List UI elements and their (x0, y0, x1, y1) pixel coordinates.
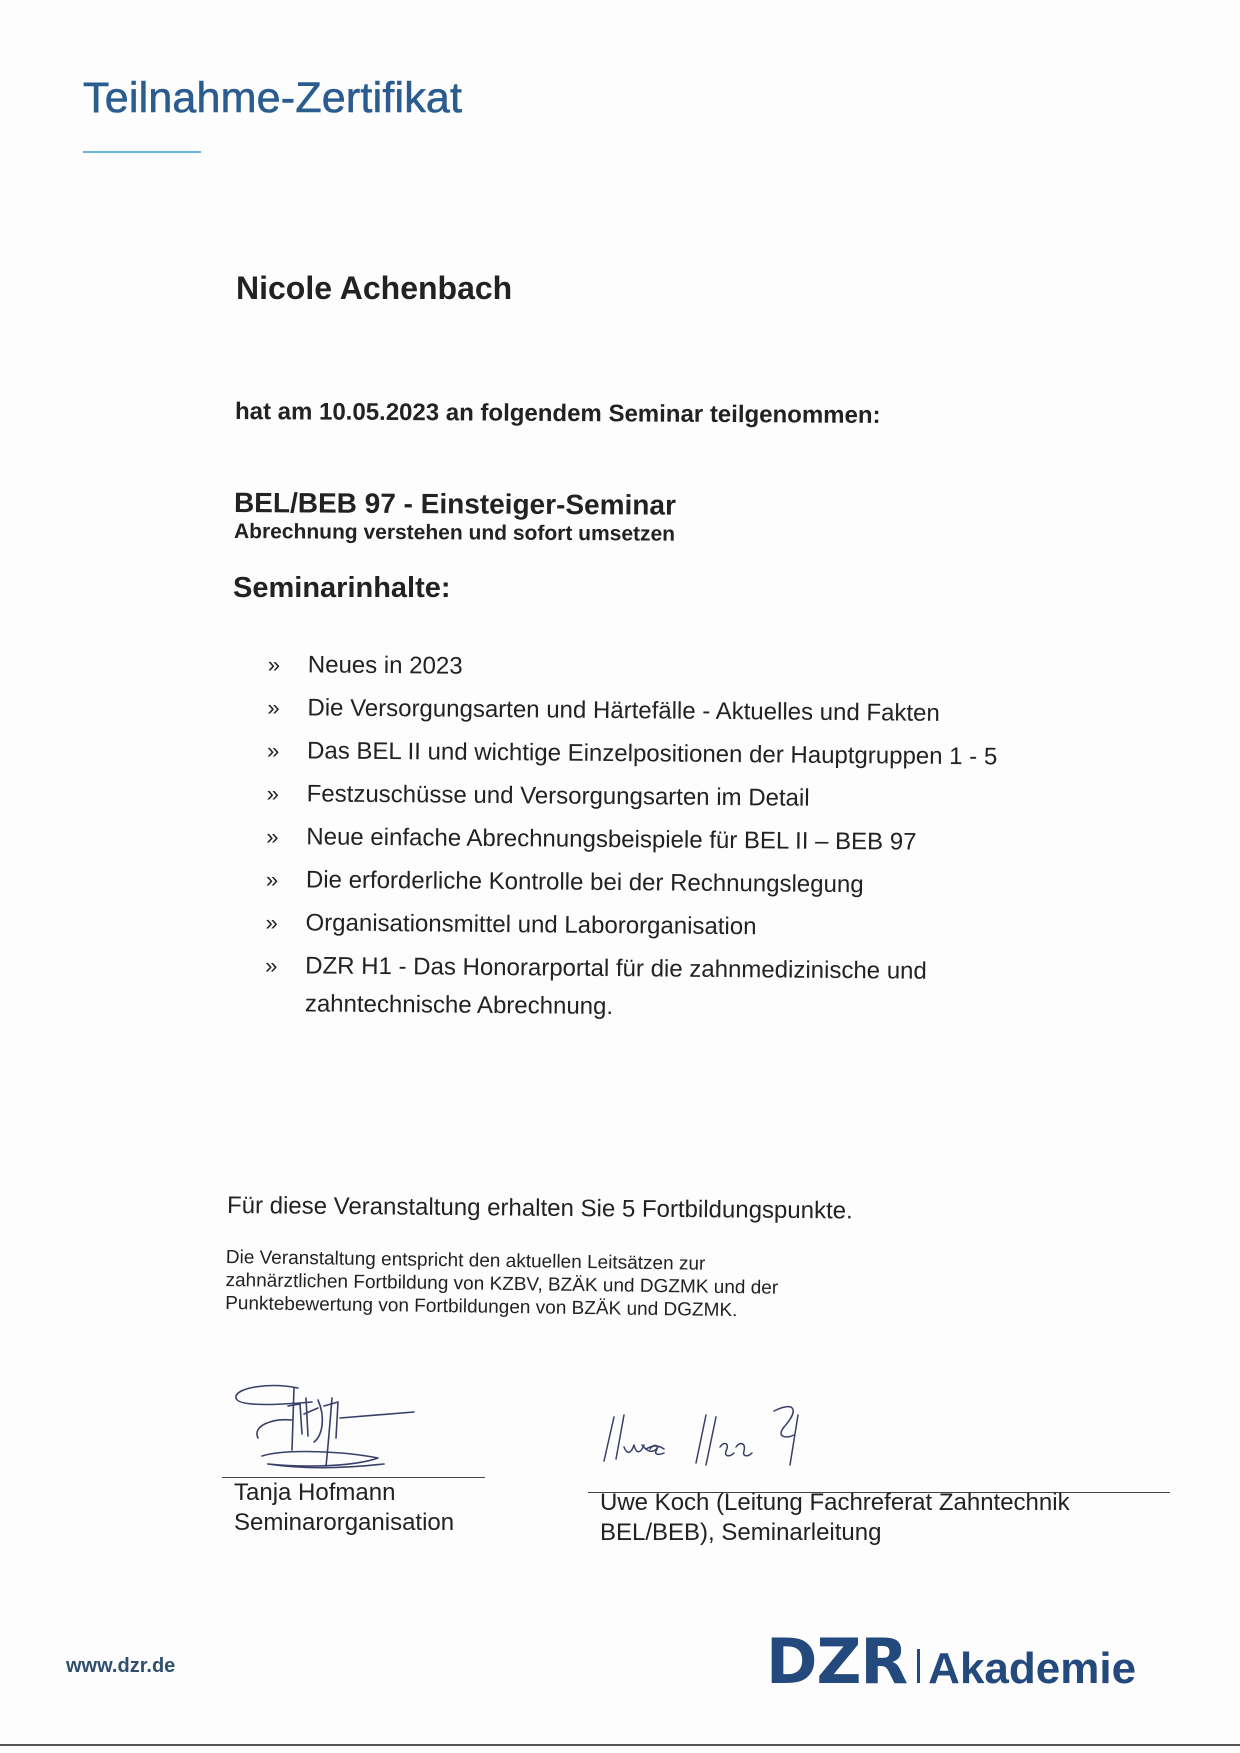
points-statement: Für diese Veranstaltung erhalten Sie 5 Fortbildungspunkte. (226, 1192, 853, 1225)
logo-separator (917, 1649, 920, 1683)
list-item-text: DZR H1 - Das Honorarportal für die zahnmedizinische und (305, 952, 927, 985)
bullet-icon: » (266, 823, 279, 850)
contents-heading: Seminarinhalte: (233, 572, 451, 604)
signature-script-text: Uwe Koch (598, 1393, 603, 1394)
signatory-left (234, 1478, 454, 1538)
seminar-title: BEL/BEB 97 - Einsteiger-Seminar (233, 487, 676, 521)
seminar-subtitle: Abrechnung verstehen und sofort umsetzen (233, 520, 676, 546)
logo-akademie-text: Akademie (928, 1644, 1137, 1693)
bullet-icon: » (267, 694, 280, 721)
list-item (267, 689, 1087, 734)
logo-dzr-text: DZR (766, 1625, 908, 1698)
certificate-title: Teilnahme-Zertifikat (83, 74, 463, 122)
accreditation-note (225, 1246, 926, 1325)
participation-intro: hat am 10.05.2023 an folgendem Seminar teilgenommen: (234, 398, 881, 429)
signatory-name: Uwe Koch (Leitung Fachreferat Zahntechnik (600, 1489, 1070, 1516)
list-item-text: Organisationsmittel und Labororganisation (305, 909, 757, 941)
bullet-icon: » (265, 952, 278, 979)
dzr-akademie-logo (766, 1625, 1136, 1698)
bullet-icon: » (267, 651, 281, 678)
list-item-text-continued: zahntechnische Abrechnung. (304, 990, 614, 1021)
list-item (267, 775, 1087, 820)
list-item (267, 732, 1087, 777)
note-line: zahnärztlichen Fortbildung von KZBV, BZÄK und DGZMK und der (225, 1269, 779, 1299)
participant-name: Nicole Achenbach (236, 270, 513, 306)
footer-url: www.dzr.de (66, 1655, 176, 1677)
signature-uwe-koch (598, 1395, 818, 1475)
signature-tanja-hofmann (228, 1378, 428, 1474)
list-item-text: Das BEL II und wichtige Einzelpositionen der Hauptgruppen 1 - 5 (306, 737, 998, 771)
scan-bottom-edge (0, 1744, 1240, 1746)
list-item (266, 861, 1086, 906)
signatory-role: BEL/BEB), Seminarleitung (600, 1519, 882, 1546)
note-line: Die Veranstaltung entspricht den aktuellen Leitsätzen zur (225, 1246, 706, 1275)
bullet-icon: » (266, 780, 280, 807)
list-item (266, 818, 1086, 863)
list-item-text: Neue einfache Abrechnungsbeispiele für BEL II – BEB 97 (306, 823, 917, 856)
signatory-name: Tanja Hofmann (234, 1479, 396, 1506)
note-line: Punktebewertung von Fortbildungen von BZÄK und DGZMK. (225, 1292, 738, 1322)
list-item-text: Die erforderliche Kontrolle bei der Rechnungslegung (305, 866, 864, 899)
list-item-text: Festzuschüsse und Versorgungsarten im Detail (306, 780, 810, 812)
list-item (268, 646, 1088, 691)
signatory-role: Seminarorganisation (234, 1509, 455, 1536)
title-underline (83, 151, 201, 153)
list-item (265, 947, 1086, 1030)
list-item-text: Neues in 2023 (307, 651, 463, 680)
contents-list (265, 646, 1088, 1035)
list-item-text: Die Versorgungsarten und Härtefälle - Aktuelles und Fakten (307, 694, 940, 727)
bullet-icon: » (265, 909, 278, 936)
list-item (265, 904, 1085, 949)
bullet-icon: » (266, 737, 280, 764)
signatory-right (600, 1488, 1070, 1548)
bullet-icon: » (265, 866, 279, 893)
